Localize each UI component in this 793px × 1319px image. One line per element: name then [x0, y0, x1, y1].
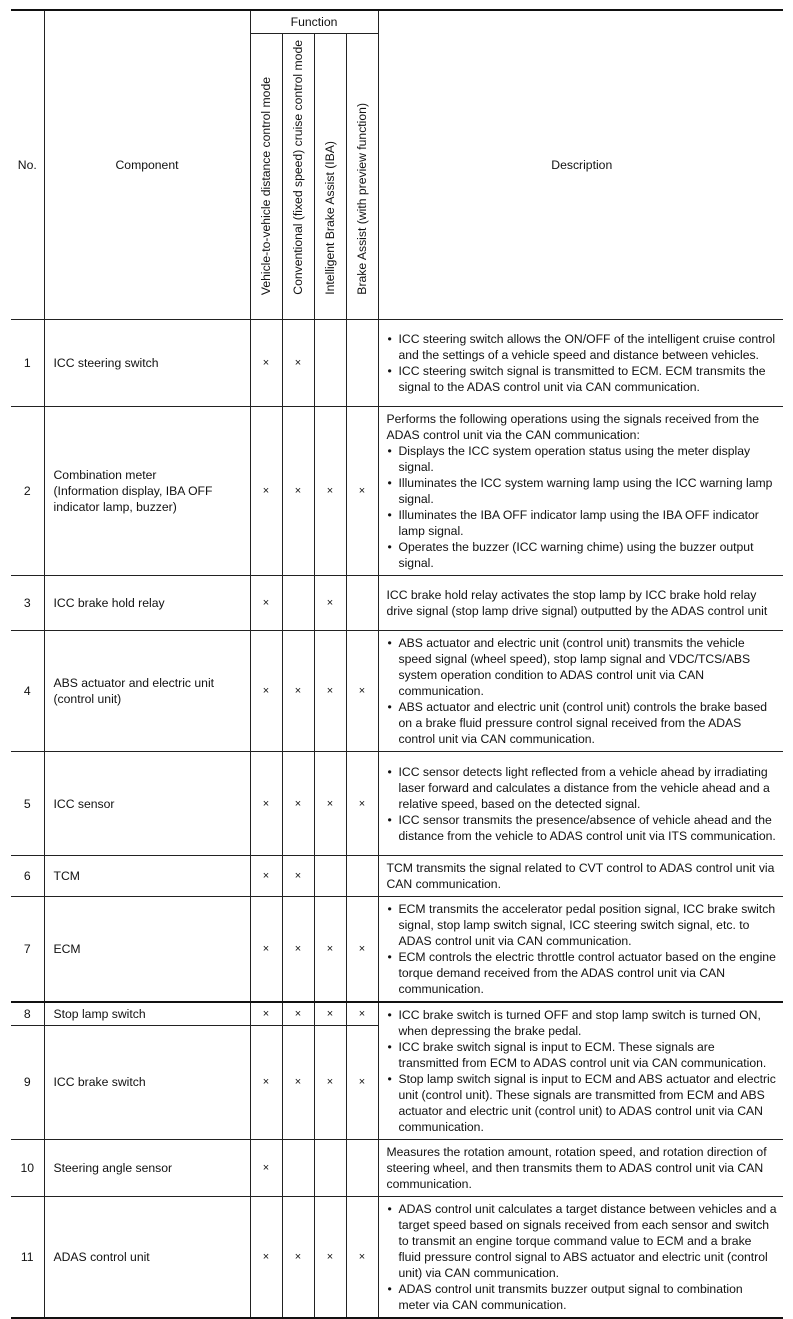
description	[378, 576, 783, 631]
row-number: 6	[11, 856, 44, 897]
function-mark: ×	[314, 1002, 346, 1025]
function-mark: ×	[250, 1025, 282, 1139]
component-name: ECM	[44, 897, 250, 1003]
component-name: ICC steering switch	[44, 320, 250, 407]
description-list	[387, 331, 778, 395]
table-row	[11, 631, 783, 752]
function-mark: ×	[346, 1002, 378, 1025]
function-mark: ×	[282, 856, 314, 897]
function-mark: ×	[282, 320, 314, 407]
function-mark: ×	[250, 407, 282, 576]
function-mark: ×	[346, 407, 378, 576]
description-bullet: • ECM transmits the accelerator pedal position signal, ICC brake switch signal, stop lamp switch signal, ICC steering switch signal, etc. to ADAS control unit via CAN communication.	[387, 901, 778, 949]
function-mark: ×	[282, 1025, 314, 1139]
component-name: ADAS control unit	[44, 1197, 250, 1319]
component-name: Steering angle sensor	[44, 1140, 250, 1197]
function-mark: ×	[314, 1025, 346, 1139]
description-bullet: • Illuminates the ICC system warning lamp using the ICC warning lamp signal.	[387, 475, 778, 507]
description-bullet: • ABS actuator and electric unit (control unit) controls the brake based on a brake fluid pressure control signal received from the ADAS control unit via CAN communication.	[387, 699, 778, 747]
function-mark: ×	[282, 897, 314, 1003]
component-function-table	[11, 9, 783, 1319]
description-bullet: • ICC sensor detects light reflected from a vehicle ahead by irradiating laser forward and calculates a distance from the vehicle ahead and a relative speed, based on the detected signal.	[387, 764, 778, 812]
description-list	[387, 764, 778, 844]
description-list	[387, 901, 778, 997]
component-name: TCM	[44, 856, 250, 897]
description-intro: ICC brake hold relay activates the stop lamp by ICC brake hold relay drive signal (stop lamp drive signal) outputted by the ADAS control unit	[386, 588, 768, 618]
description-list	[387, 443, 778, 571]
description-bullet: • ICC brake switch is turned OFF and stop lamp switch is turned ON, when depressing the brake pedal.	[387, 1007, 778, 1039]
row-number: 9	[11, 1025, 44, 1139]
table-row	[11, 320, 783, 407]
header-function-3: Intelligent Brake Assist (IBA)	[314, 34, 346, 320]
function-mark: ×	[250, 1197, 282, 1319]
description	[378, 407, 783, 576]
description	[378, 631, 783, 752]
function-mark: ×	[250, 856, 282, 897]
table-row	[11, 897, 783, 1003]
function-mark: ×	[250, 320, 282, 407]
function-mark: ×	[346, 631, 378, 752]
function-mark: ×	[282, 1197, 314, 1319]
function-mark: ×	[282, 407, 314, 576]
header-description: Description	[378, 10, 783, 320]
description-list	[387, 1201, 778, 1313]
function-mark	[282, 1140, 314, 1197]
description-bullet: • ECM controls the electric throttle control actuator based on the engine torque demand received from the ADAS control unit via CAN communication.	[387, 949, 778, 997]
row-number: 10	[11, 1140, 44, 1197]
function-mark: ×	[250, 897, 282, 1003]
function-mark	[314, 856, 346, 897]
row-number: 4	[11, 631, 44, 752]
description-bullet: • ADAS control unit transmits buzzer output signal to combination meter via CAN communication.	[387, 1281, 778, 1313]
function-mark	[282, 576, 314, 631]
header-component: Component	[44, 10, 250, 320]
component-name: ICC brake hold relay	[44, 576, 250, 631]
function-mark: ×	[250, 752, 282, 856]
component-name: ABS actuator and electric unit (control unit)	[44, 631, 250, 752]
description-bullet: • Stop lamp switch signal is input to ECM and ABS actuator and electric unit (control unit). These signals are transmitted from ECM and ABS actuator and electric unit (control unit) to ADAS control unit via CAN communication.	[387, 1071, 778, 1135]
component-name: Stop lamp switch	[44, 1002, 250, 1025]
function-mark: ×	[314, 407, 346, 576]
description-intro: TCM transmits the signal related to CVT control to ADAS control unit via CAN communication.	[386, 861, 775, 891]
description-list	[387, 1007, 778, 1135]
row-number: 1	[11, 320, 44, 407]
description-bullet: • Illuminates the IBA OFF indicator lamp using the IBA OFF indicator lamp signal.	[387, 507, 778, 539]
row-number: 7	[11, 897, 44, 1003]
description-list	[387, 635, 778, 747]
description	[378, 320, 783, 407]
description-intro: Performs the following operations using the signals received from the ADAS control unit via the CAN communication:	[386, 412, 760, 442]
function-mark	[346, 1140, 378, 1197]
description	[378, 897, 783, 1003]
header-function-1: Vehicle-to-vehicle distance control mode	[250, 34, 282, 320]
table-row	[11, 576, 783, 631]
description	[378, 1140, 783, 1197]
function-mark	[314, 1140, 346, 1197]
component-name: Combination meter (Information display, IBA OFF indicator lamp, buzzer)	[44, 407, 250, 576]
component-name: ICC sensor	[44, 752, 250, 856]
row-number: 11	[11, 1197, 44, 1319]
description-bullet: • ICC brake switch signal is input to ECM. These signals are transmitted from ECM to ADAS control unit via CAN communication.	[387, 1039, 778, 1071]
description-bullet: • Operates the buzzer (ICC warning chime) using the buzzer output signal.	[387, 539, 778, 571]
table-row	[11, 1002, 783, 1025]
description-bullet: • ABS actuator and electric unit (control unit) transmits the vehicle speed signal (wheel speed), stop lamp signal and VDC/TCS/ABS system operation condition to ADAS control unit via CAN communication.	[387, 635, 778, 699]
function-mark: ×	[250, 576, 282, 631]
function-mark: ×	[314, 752, 346, 856]
description-bullet: • ICC steering switch allows the ON/OFF of the intelligent cruise control and the settings of a vehicle speed and distance between vehicles.	[387, 331, 778, 363]
function-mark	[346, 320, 378, 407]
description-bullet: • ADAS control unit calculates a target distance between vehicles and a target speed based on signals received from each sensor and switch to transmit an engine torque command value to ECM and a brake fluid pressure control signal to ABS actuator and electric unit (control unit) via CAN communication.	[387, 1201, 778, 1281]
row-number: 2	[11, 407, 44, 576]
component-name: ICC brake switch	[44, 1025, 250, 1139]
header-function: Function	[250, 10, 378, 34]
function-mark: ×	[314, 897, 346, 1003]
row-number: 3	[11, 576, 44, 631]
function-mark: ×	[314, 1197, 346, 1319]
function-mark	[346, 576, 378, 631]
function-mark: ×	[346, 752, 378, 856]
description	[378, 752, 783, 856]
function-mark: ×	[346, 897, 378, 1003]
function-mark	[346, 856, 378, 897]
function-mark: ×	[346, 1197, 378, 1319]
function-mark: ×	[314, 576, 346, 631]
description	[378, 856, 783, 897]
header-function-2: Conventional (fixed speed) cruise control mode	[282, 34, 314, 320]
table-row	[11, 407, 783, 576]
function-mark: ×	[282, 752, 314, 856]
function-mark: ×	[250, 631, 282, 752]
function-mark: ×	[250, 1140, 282, 1197]
row-number: 8	[11, 1002, 44, 1025]
header-no: No.	[11, 10, 44, 320]
header-row	[11, 10, 783, 34]
function-mark	[314, 320, 346, 407]
function-mark: ×	[314, 631, 346, 752]
table-row	[11, 1197, 783, 1319]
function-mark: ×	[346, 1025, 378, 1139]
function-mark: ×	[282, 1002, 314, 1025]
header-function-4: Brake Assist (with preview function)	[346, 34, 378, 320]
description-bullet: • ICC sensor transmits the presence/absence of vehicle ahead and the distance from the vehicle to ADAS control unit via ITS communication.	[387, 812, 778, 844]
function-mark: ×	[250, 1002, 282, 1025]
table-row	[11, 752, 783, 856]
row-number: 5	[11, 752, 44, 856]
table-row	[11, 856, 783, 897]
description-intro: Measures the rotation amount, rotation speed, and rotation direction of steering wheel, and then transmits them to ADAS control unit via CAN communication.	[386, 1145, 767, 1191]
description	[378, 1002, 783, 1140]
description	[378, 1197, 783, 1319]
description-bullet: • Displays the ICC system operation status using the meter display signal.	[387, 443, 778, 475]
function-mark: ×	[282, 631, 314, 752]
description-bullet: • ICC steering switch signal is transmitted to ECM. ECM transmits the signal to the ADAS control unit via CAN communication.	[387, 363, 778, 395]
table-row	[11, 1140, 783, 1197]
